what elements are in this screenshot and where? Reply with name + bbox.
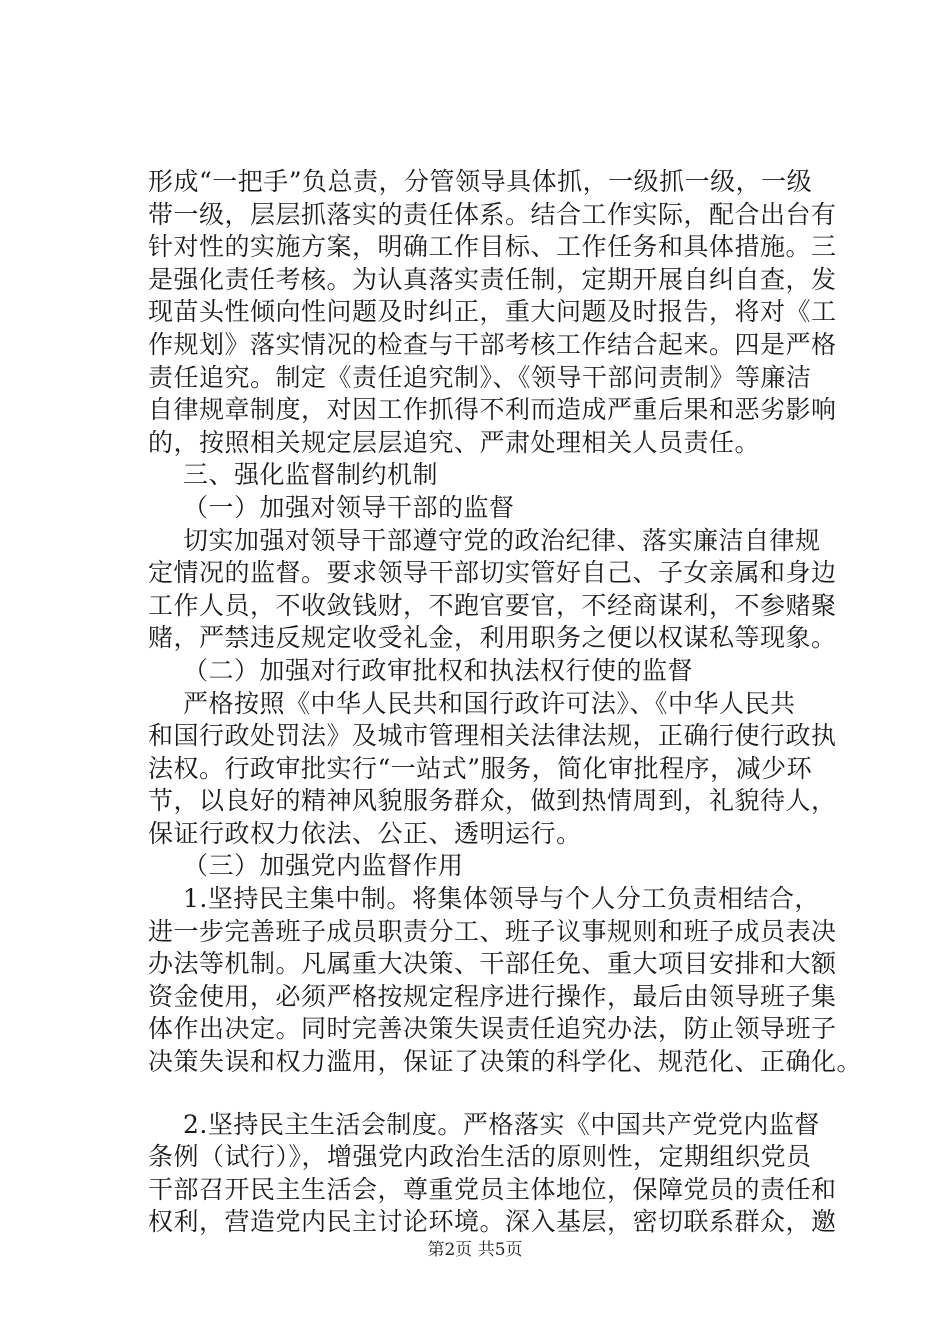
text-line: 体作出决定。同时完善决策失误责任追究办法，防止领导班子 [148, 1014, 837, 1044]
text-line: 作规划》落实情况的检查与干部考核工作结合起来。四是严格 [148, 329, 837, 359]
text-line: 条例（试行）》，增强党内政治生活的原则性，定期组织党员 [148, 1142, 812, 1172]
paragraph-start: 1.坚持民主集中制。将集体领导与个人分工负责相结合， [183, 884, 820, 914]
text-line: 保证行政权力依法、公正、透明运行。 [148, 818, 582, 848]
subsection-heading: （一）加强对领导干部的监督 [183, 492, 515, 522]
text-line: 定情况的监督。要求领导干部切实管好自己、子女亲属和身边 [148, 558, 837, 588]
text-line: 现苗头性倾向性问题及时纠正，重大问题及时报告，将对《工 [148, 297, 837, 327]
text-line: 工作人员，不收敛钱财，不跑官要官，不经商谋利，不参赌聚 [148, 590, 837, 620]
paragraph-start: 严格按照《中华人民共和国行政许可法》、《中华人民共 [183, 688, 796, 718]
text-line: 节，以良好的精神风貌服务群众，做到热情周到，礼貌待人， [148, 786, 837, 816]
subsection-heading: （三）加强党内监督作用 [183, 851, 464, 881]
text-line: 的，按照相关规定层层追究、严肃处理相关人员责任。 [148, 427, 761, 457]
paragraph-start: 2.坚持民主生活会制度。严格落实《中国共产党党内监督 [183, 1109, 820, 1139]
text-line: 干部召开民主生活会，尊重党员主体地位，保障党员的责任和 [148, 1174, 837, 1204]
text-line: 是强化责任考核。为认真落实责任制，定期开展自纠自查，发 [148, 264, 837, 294]
text-line: 权利，营造党内民主讨论环境。深入基层，密切联系群众，邀 [148, 1207, 837, 1237]
text-line: 责任追究。制定《责任追究制》、《领导干部问责制》等廉洁 [148, 362, 812, 392]
subsection-heading: （二）加强对行政审批权和执法权行使的监督 [183, 655, 694, 685]
document-body [148, 166, 863, 1239]
text-line: 资金使用，必须严格按规定程序进行操作，最后由领导班子集 [148, 981, 837, 1011]
text-line: 针对性的实施方案，明确工作目标、工作任务和具体措施。三 [148, 232, 837, 262]
text-line: 和国行政处罚法》及城市管理相关法律法规，正确行使行政执 [148, 721, 837, 751]
text-line: 进一步完善班子成员职责分工、班子议事规则和班子成员表决 [148, 916, 837, 946]
text-line: 自律规章制度，对因工作抓得不利而造成严重后果和恶劣影响 [148, 395, 837, 425]
page-number-footer: 第2页 共5页 [427, 1240, 523, 1260]
text-line: 赌，严禁违反规定收受礼金，利用职务之便以权谋私等现象。 [148, 623, 837, 653]
text-line: 形成“一把手”负总责，分管领导具体抓，一级抓一级，一级 [148, 167, 813, 196]
section-heading: 三、强化监督制约机制 [183, 460, 439, 490]
paragraph-gap [148, 1079, 838, 1109]
text-line: 带一级，层层抓落实的责任体系。结合工作实际，配合出台有 [148, 199, 837, 229]
text-line: 办法等机制。凡属重大决策、干部任免、重大项目安排和大额 [148, 949, 837, 979]
text-line: 法权。行政审批实行“一站式”服务，简化审批程序，减少环 [148, 753, 813, 783]
paragraph-start: 切实加强对领导干部遵守党的政治纪律、落实廉洁自律规 [183, 525, 821, 555]
text-line: 决策失误和权力滥用，保证了决策的科学化、规范化、正确化。 [148, 1047, 863, 1077]
